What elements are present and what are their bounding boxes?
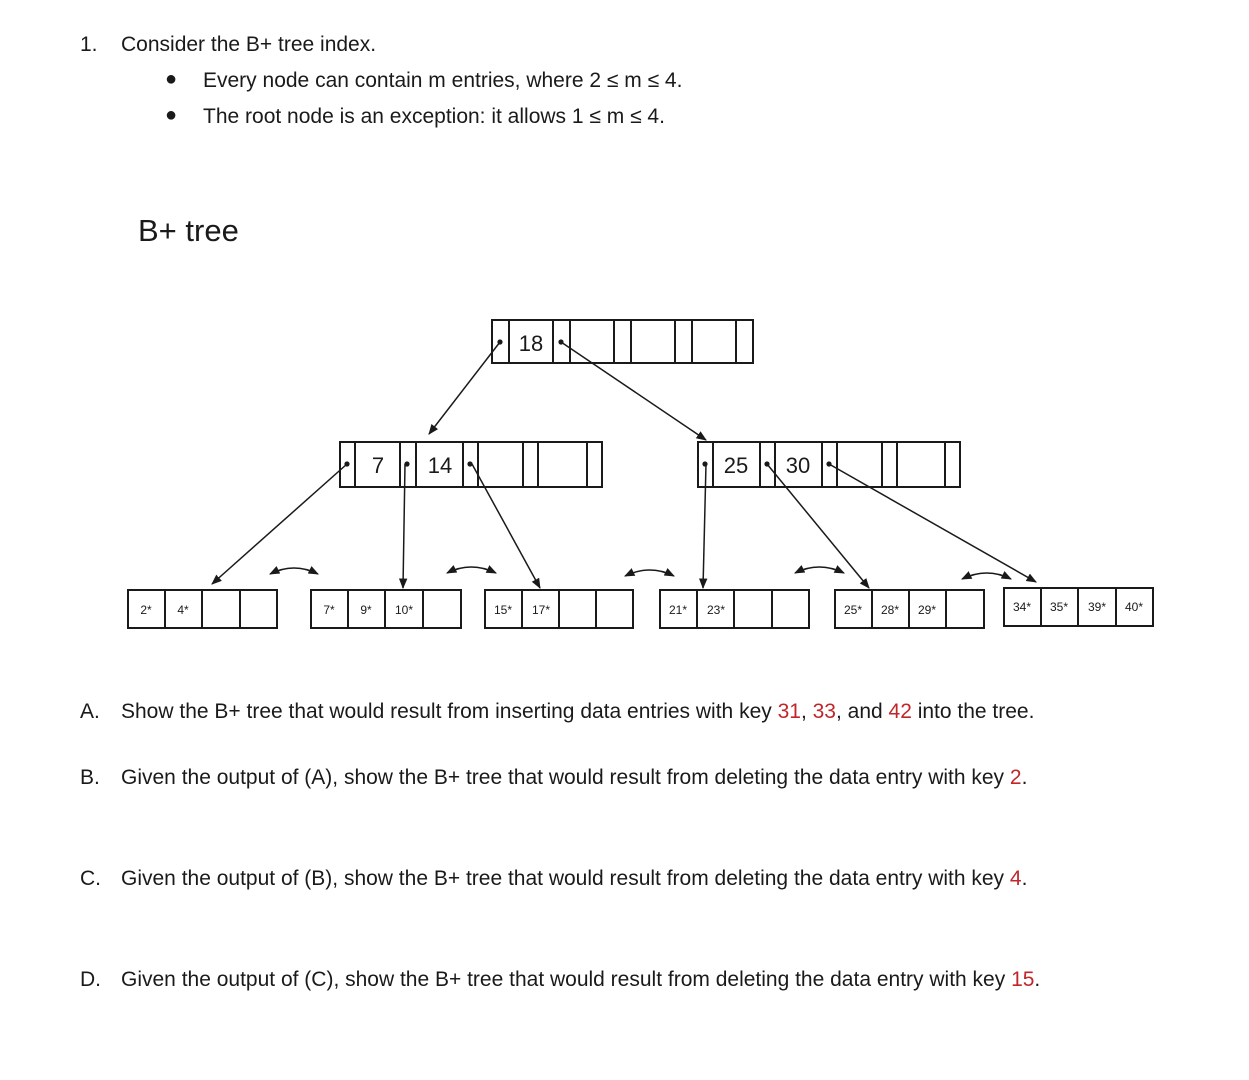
empty-pointer-cell bbox=[614, 320, 631, 363]
sibling-link-arrow bbox=[270, 568, 318, 574]
tree-edge-arrow bbox=[429, 342, 500, 434]
question-label: C. bbox=[80, 867, 101, 890]
leaf-entry: 28* bbox=[880, 603, 900, 617]
bullet-item: The root node is an exception: it allows 1 ≤ m ≤ 4. bbox=[203, 105, 665, 128]
question-label: D. bbox=[80, 968, 101, 991]
internal-key: 30 bbox=[785, 453, 811, 478]
leaf-entry: 21* bbox=[668, 603, 688, 617]
internal-key: 14 bbox=[427, 453, 453, 478]
question-a: Show the B+ tree that would result from inserting data entries with key 31, 33, and 42 into the tree. bbox=[121, 700, 1035, 723]
leaf-entry: 9* bbox=[360, 603, 372, 617]
sibling-link-arrow bbox=[625, 570, 674, 576]
leaf-entry: 34* bbox=[1012, 600, 1032, 614]
internal-key: 7 bbox=[371, 453, 385, 478]
leaf-node bbox=[485, 590, 633, 628]
pointer-dot-icon bbox=[467, 461, 472, 466]
root-node bbox=[492, 320, 753, 363]
bullet-dot-icon: ● bbox=[165, 68, 178, 90]
leaf-entry: 40* bbox=[1124, 600, 1144, 614]
highlight-key: 42 bbox=[888, 700, 912, 723]
leaf-entry: 25* bbox=[843, 603, 863, 617]
empty-key-cell bbox=[692, 320, 736, 363]
leaf-entry: 39* bbox=[1087, 600, 1107, 614]
empty-pointer-cell bbox=[736, 320, 753, 363]
leaf-entry: 17* bbox=[531, 603, 551, 617]
question-label: B. bbox=[80, 766, 100, 789]
empty-key-cell bbox=[570, 320, 614, 363]
leaf-entry: 10* bbox=[394, 603, 414, 617]
pointer-dot-icon bbox=[702, 461, 707, 466]
internal-node-left bbox=[340, 442, 602, 487]
question-b: Given the output of (A), show the B+ tree that would result from deleting the data entry with key 2. bbox=[121, 766, 1028, 789]
root-key-0: 18 bbox=[518, 331, 544, 356]
tree-title: B+ tree bbox=[138, 213, 239, 248]
bullet-item: Every node can contain m entries, where 2 ≤ m ≤ 4. bbox=[203, 69, 683, 92]
sibling-link-arrow bbox=[962, 573, 1011, 579]
leaf-entry: 15* bbox=[493, 603, 513, 617]
question-c: Given the output of (B), show the B+ tree that would result from deleting the data entry with key 4. bbox=[121, 867, 1028, 890]
bullet-dot-icon: ● bbox=[165, 104, 178, 126]
sibling-link-arrow bbox=[447, 567, 496, 573]
question-title: Consider the B+ tree index. bbox=[121, 33, 377, 56]
question-number: 1. bbox=[80, 33, 98, 56]
highlight-key: 31 bbox=[777, 700, 801, 723]
highlight-key: 33 bbox=[812, 700, 836, 723]
leaf-node bbox=[311, 590, 461, 628]
leaf-entry: 2* bbox=[140, 603, 152, 617]
internal-key: 25 bbox=[723, 453, 749, 478]
empty-pointer-cell bbox=[675, 320, 692, 363]
highlight-key: 4 bbox=[1009, 867, 1022, 890]
leaf-node bbox=[835, 590, 984, 628]
leaf-entry: 4* bbox=[177, 603, 189, 617]
leaf-entry: 29* bbox=[917, 603, 937, 617]
leaf-node bbox=[1004, 588, 1153, 626]
leaf-node bbox=[128, 590, 277, 628]
highlight-key: 15 bbox=[1011, 968, 1035, 991]
question-d: Given the output of (C), show the B+ tree that would result from deleting the data entry with key 15. bbox=[121, 968, 1041, 991]
highlight-key: 2 bbox=[1009, 766, 1022, 789]
leaf-entry: 23* bbox=[706, 603, 726, 617]
question-label: A. bbox=[80, 700, 100, 723]
leaf-entry: 7* bbox=[323, 603, 335, 617]
leaf-entry: 35* bbox=[1049, 600, 1069, 614]
tree-edge-arrow bbox=[212, 464, 347, 584]
sibling-link-arrow bbox=[795, 567, 844, 573]
empty-key-cell bbox=[631, 320, 675, 363]
leaf-node bbox=[660, 590, 809, 628]
